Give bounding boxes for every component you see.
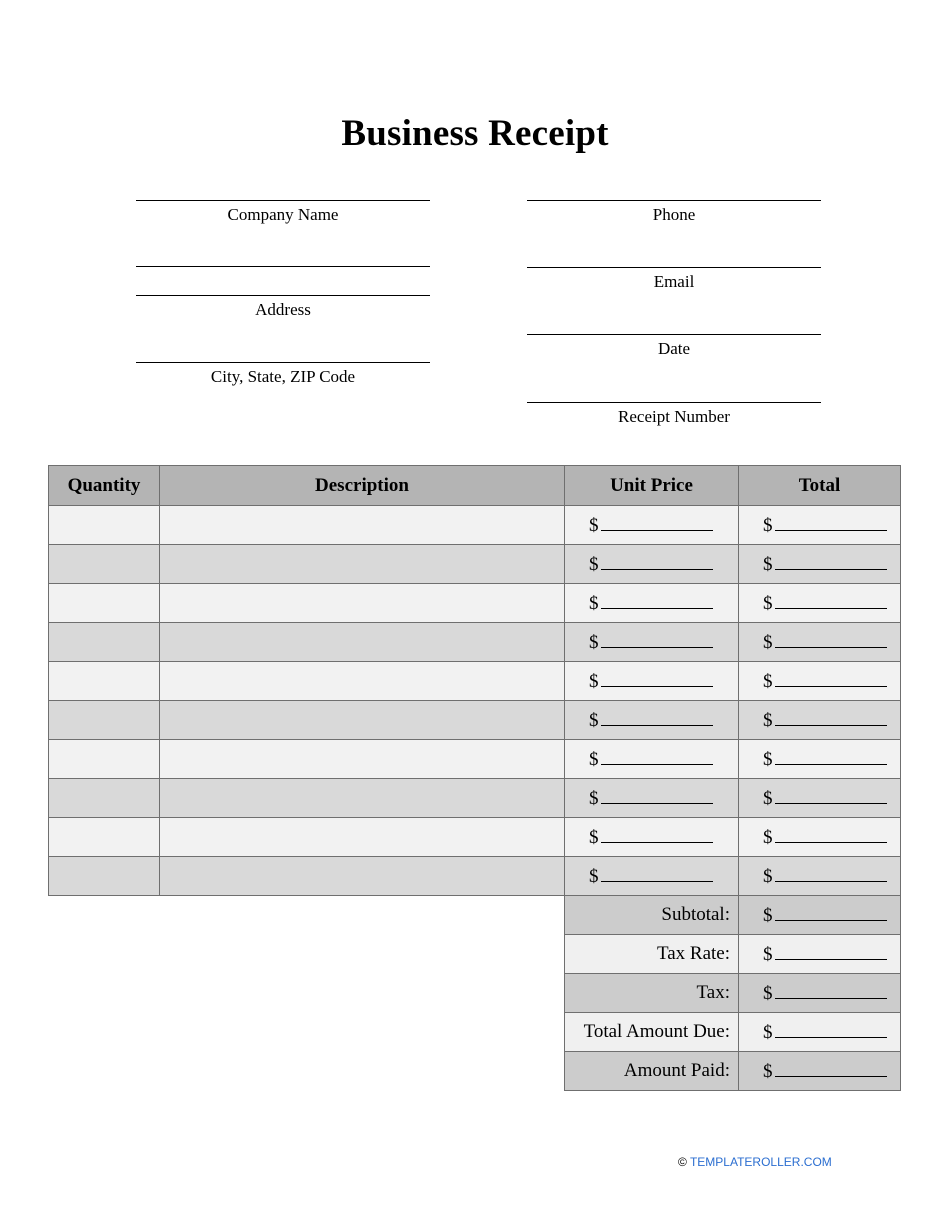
totals-spacer bbox=[49, 974, 565, 1013]
currency-symbol: $ bbox=[763, 904, 773, 926]
totals-value-cell[interactable] bbox=[739, 1052, 901, 1091]
unit-price-cell[interactable] bbox=[565, 740, 739, 779]
total-cell[interactable] bbox=[739, 779, 901, 818]
table-row bbox=[49, 818, 901, 857]
table-header-row bbox=[49, 466, 901, 506]
receipt-number-field[interactable] bbox=[527, 402, 821, 427]
totals-row bbox=[49, 935, 901, 974]
quantity-cell[interactable] bbox=[49, 779, 160, 818]
currency-symbol: $ bbox=[763, 514, 773, 536]
totals-spacer bbox=[49, 1013, 565, 1052]
description-cell[interactable] bbox=[160, 740, 565, 779]
address-line-2 bbox=[136, 295, 430, 296]
phone-field[interactable] bbox=[527, 200, 821, 225]
templateroller-link[interactable]: TEMPLATEROLLER.COM bbox=[689, 1155, 832, 1169]
table-row bbox=[49, 740, 901, 779]
table-row bbox=[49, 545, 901, 584]
receipt-number-label: Receipt Number bbox=[618, 407, 730, 426]
quantity-cell[interactable] bbox=[49, 701, 160, 740]
city-state-zip-field[interactable] bbox=[136, 362, 430, 387]
table-row bbox=[49, 857, 901, 896]
unit-price-cell[interactable] bbox=[565, 701, 739, 740]
totals-label: Tax Rate: bbox=[565, 935, 739, 974]
description-cell[interactable] bbox=[160, 857, 565, 896]
amount-blank bbox=[775, 865, 887, 882]
currency-symbol: $ bbox=[763, 748, 773, 770]
amount-blank bbox=[601, 670, 713, 687]
total-cell[interactable] bbox=[739, 662, 901, 701]
currency-symbol: $ bbox=[589, 670, 599, 692]
currency-symbol: $ bbox=[589, 748, 599, 770]
items-table bbox=[48, 465, 901, 1091]
header-unit-price: Unit Price bbox=[565, 466, 739, 506]
amount-blank bbox=[775, 631, 887, 648]
email-label: Email bbox=[653, 272, 695, 291]
company-name-label: Company Name bbox=[227, 205, 339, 224]
currency-symbol: $ bbox=[763, 631, 773, 653]
currency-symbol: $ bbox=[763, 826, 773, 848]
totals-label: Total Amount Due: bbox=[565, 1013, 739, 1052]
total-cell[interactable] bbox=[739, 818, 901, 857]
amount-blank bbox=[775, 904, 887, 921]
currency-symbol: $ bbox=[763, 982, 773, 1004]
total-cell[interactable] bbox=[739, 584, 901, 623]
totals-spacer bbox=[49, 896, 565, 935]
amount-blank bbox=[601, 592, 713, 609]
totals-value-cell[interactable] bbox=[739, 935, 901, 974]
unit-price-cell[interactable] bbox=[565, 662, 739, 701]
date-label: Date bbox=[657, 339, 691, 358]
quantity-cell[interactable] bbox=[49, 740, 160, 779]
currency-symbol: $ bbox=[763, 865, 773, 887]
totals-row bbox=[49, 1013, 901, 1052]
amount-blank bbox=[775, 553, 887, 570]
amount-blank bbox=[601, 514, 713, 531]
quantity-cell[interactable] bbox=[49, 584, 160, 623]
table-row bbox=[49, 623, 901, 662]
description-cell[interactable] bbox=[160, 545, 565, 584]
totals-value-cell[interactable] bbox=[739, 1013, 901, 1052]
currency-symbol: $ bbox=[763, 553, 773, 575]
currency-symbol: $ bbox=[763, 943, 773, 965]
email-line bbox=[527, 267, 821, 268]
description-cell[interactable] bbox=[160, 779, 565, 818]
description-cell[interactable] bbox=[160, 818, 565, 857]
amount-blank bbox=[601, 553, 713, 570]
currency-symbol: $ bbox=[763, 787, 773, 809]
currency-symbol: $ bbox=[589, 514, 599, 536]
unit-price-cell[interactable] bbox=[565, 545, 739, 584]
total-cell[interactable] bbox=[739, 545, 901, 584]
currency-symbol: $ bbox=[589, 709, 599, 731]
table-row bbox=[49, 506, 901, 545]
receipt-number-line bbox=[527, 402, 821, 403]
quantity-cell[interactable] bbox=[49, 818, 160, 857]
description-cell[interactable] bbox=[160, 506, 565, 545]
email-field[interactable] bbox=[527, 267, 821, 292]
total-cell[interactable] bbox=[739, 506, 901, 545]
amount-blank bbox=[601, 826, 713, 843]
totals-spacer bbox=[49, 935, 565, 974]
quantity-cell[interactable] bbox=[49, 506, 160, 545]
address-line-1 bbox=[136, 266, 430, 267]
amount-blank bbox=[775, 787, 887, 804]
unit-price-cell[interactable] bbox=[565, 623, 739, 662]
city-state-zip-label: City, State, ZIP Code bbox=[210, 367, 356, 386]
amount-blank bbox=[775, 592, 887, 609]
currency-symbol: $ bbox=[763, 670, 773, 692]
currency-symbol: $ bbox=[763, 1060, 773, 1082]
totals-row bbox=[49, 974, 901, 1013]
header-description: Description bbox=[160, 466, 565, 506]
table-row bbox=[49, 779, 901, 818]
unit-price-cell[interactable] bbox=[565, 506, 739, 545]
date-line bbox=[527, 334, 821, 335]
quantity-cell[interactable] bbox=[49, 623, 160, 662]
date-field[interactable] bbox=[527, 334, 821, 359]
amount-blank bbox=[775, 1021, 887, 1038]
unit-price-cell[interactable] bbox=[565, 779, 739, 818]
amount-blank bbox=[601, 709, 713, 726]
currency-symbol: $ bbox=[589, 865, 599, 887]
amount-blank bbox=[775, 982, 887, 999]
total-cell[interactable] bbox=[739, 701, 901, 740]
description-cell[interactable] bbox=[160, 701, 565, 740]
currency-symbol: $ bbox=[589, 826, 599, 848]
amount-blank bbox=[601, 787, 713, 804]
unit-price-cell[interactable] bbox=[565, 584, 739, 623]
quantity-cell[interactable] bbox=[49, 857, 160, 896]
copyright-symbol: © bbox=[678, 1155, 687, 1169]
company-name-line bbox=[136, 200, 430, 201]
table-row bbox=[49, 584, 901, 623]
amount-blank bbox=[775, 670, 887, 687]
table-row bbox=[49, 662, 901, 701]
phone-label: Phone bbox=[652, 205, 696, 224]
total-cell[interactable] bbox=[739, 740, 901, 779]
header-total: Total bbox=[739, 466, 901, 506]
company-name-field[interactable] bbox=[136, 200, 430, 225]
amount-blank bbox=[601, 865, 713, 882]
address-field[interactable] bbox=[136, 266, 430, 320]
totals-row bbox=[49, 896, 901, 935]
totals-label: Tax: bbox=[565, 974, 739, 1013]
description-cell[interactable] bbox=[160, 662, 565, 701]
currency-symbol: $ bbox=[589, 787, 599, 809]
amount-blank bbox=[775, 514, 887, 531]
currency-symbol: $ bbox=[763, 1021, 773, 1043]
currency-symbol: $ bbox=[763, 592, 773, 614]
footer bbox=[678, 1155, 832, 1169]
amount-blank bbox=[775, 943, 887, 960]
quantity-cell[interactable] bbox=[49, 662, 160, 701]
totals-row bbox=[49, 1052, 901, 1091]
unit-price-cell[interactable] bbox=[565, 857, 739, 896]
totals-value-cell[interactable] bbox=[739, 896, 901, 935]
amount-blank bbox=[601, 748, 713, 765]
amount-blank bbox=[775, 1060, 887, 1077]
total-cell[interactable] bbox=[739, 857, 901, 896]
currency-symbol: $ bbox=[763, 709, 773, 731]
totals-label: Subtotal: bbox=[565, 896, 739, 935]
unit-price-cell[interactable] bbox=[565, 818, 739, 857]
total-cell[interactable] bbox=[739, 623, 901, 662]
currency-symbol: $ bbox=[589, 592, 599, 614]
amount-blank bbox=[601, 631, 713, 648]
address-label: Address bbox=[255, 300, 311, 319]
amount-blank bbox=[775, 826, 887, 843]
totals-spacer bbox=[49, 1052, 565, 1091]
header-quantity: Quantity bbox=[49, 466, 160, 506]
totals-value-cell[interactable] bbox=[739, 974, 901, 1013]
totals-label: Amount Paid: bbox=[565, 1052, 739, 1091]
table-row bbox=[49, 701, 901, 740]
currency-symbol: $ bbox=[589, 631, 599, 653]
quantity-cell[interactable] bbox=[49, 545, 160, 584]
city-state-zip-line bbox=[136, 362, 430, 363]
description-cell[interactable] bbox=[160, 623, 565, 662]
amount-blank bbox=[775, 748, 887, 765]
phone-line bbox=[527, 200, 821, 201]
amount-blank bbox=[775, 709, 887, 726]
page-title: Business Receipt bbox=[341, 113, 609, 154]
description-cell[interactable] bbox=[160, 584, 565, 623]
currency-symbol: $ bbox=[589, 553, 599, 575]
